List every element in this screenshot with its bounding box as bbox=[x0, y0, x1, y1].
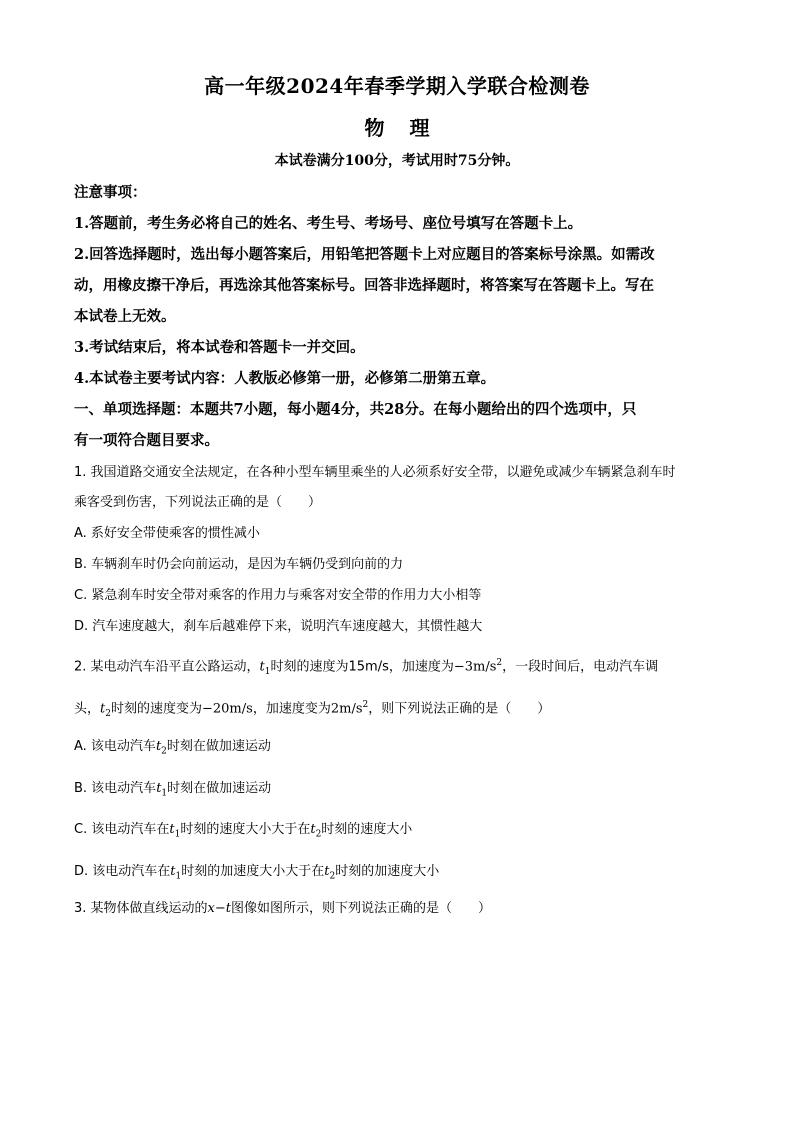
q1-option-b: B. 车辆刹车时仍会向前运动，是因为车辆仍受到向前的力 bbox=[74, 557, 404, 572]
q1-option-a: A. 系好安全带使乘客的惯性减小 bbox=[74, 526, 260, 541]
section-1-line-2: 有一项符合题目要求。 bbox=[74, 432, 219, 449]
section-1-line-1: 一、单项选择题：本题共7小题，每小题4分，共28分。在每小题给出的四个选项中，只 bbox=[74, 401, 637, 418]
q2-option-b: B. 该电动汽车$t_1$时刻在做加速运动 bbox=[74, 781, 272, 799]
q1-option-c: C. 紧急刹车时安全带对乘客的作用力与乘客对安全带的作用力大小相等 bbox=[74, 588, 482, 603]
q1-option-d: D. 汽车速度越大，刹车后越难停下来，说明汽车速度越大，其惯性越大 bbox=[74, 619, 483, 634]
note-item-3: 3.考试结束后，将本试卷和答题卡一并交回。 bbox=[74, 339, 365, 356]
exam-info: 本试卷满分100分，考试用时75分钟。 bbox=[274, 153, 520, 169]
note-item-2-line-1: 2.回答选择题时，选出每小题答案后，用铅笔把答题卡上对应题目的答案标号涂黑。如需改 bbox=[74, 246, 655, 263]
q2-option-a: A. 该电动汽车$t_2$时刻在做加速运动 bbox=[74, 739, 271, 757]
note-item-2-line-2: 动，用橡皮擦干净后，再选涂其他答案标号。回答非选择题时，将答案写在答题卡上。写在 bbox=[74, 277, 654, 294]
q2-stem-line-2: 头，$t_2$时刻的速度变为−20m/s，加速度变为$2m/s^2$，则下列说法正确的是（ ） bbox=[74, 700, 551, 719]
subject-title: 物 理 bbox=[364, 116, 430, 140]
q2-option-d: D. 该电动汽车在$t_1$时刻的加速度大小大于在$t_2$时刻的加速度大小 bbox=[74, 864, 440, 882]
q2-option-c: C. 该电动汽车在$t_1$时刻的速度大小大于在$t_2$时刻的速度大小 bbox=[74, 822, 413, 840]
note-item-2-line-3: 本试卷上无效。 bbox=[74, 308, 176, 325]
note-item-1: 1.答题前，考生务必将自己的姓名、考生号、考场号、座位号填写在答题卡上。 bbox=[74, 215, 583, 232]
q2-stem-line-1: 2. 某电动汽车沿平直公路运动，$t_1$时刻的速度为15m/s，加速度为$-3m/s^2$，一段时间后，电动汽车调 bbox=[74, 658, 659, 677]
exam-title: 高一年级2024年春季学期入学联合检测卷 bbox=[204, 74, 590, 98]
q1-stem-line-1: 1. 我国道路交通安全法规定，在各种小型车辆里乘坐的人必须系好安全带，以避免或减少车辆紧急刹车时 bbox=[74, 465, 676, 480]
q1-stem-line-2: 乘客受到伤害，下列说法正确的是（ ） bbox=[74, 495, 322, 510]
notes-heading: 注意事项： bbox=[74, 184, 147, 201]
note-item-4: 4.本试卷主要考试内容：人教版必修第一册，必修第二册第五章。 bbox=[74, 370, 496, 387]
q3-stem: 3. 某物体做直线运动的x−t图像如图所示，则下列说法正确的是（ ） bbox=[74, 901, 492, 916]
